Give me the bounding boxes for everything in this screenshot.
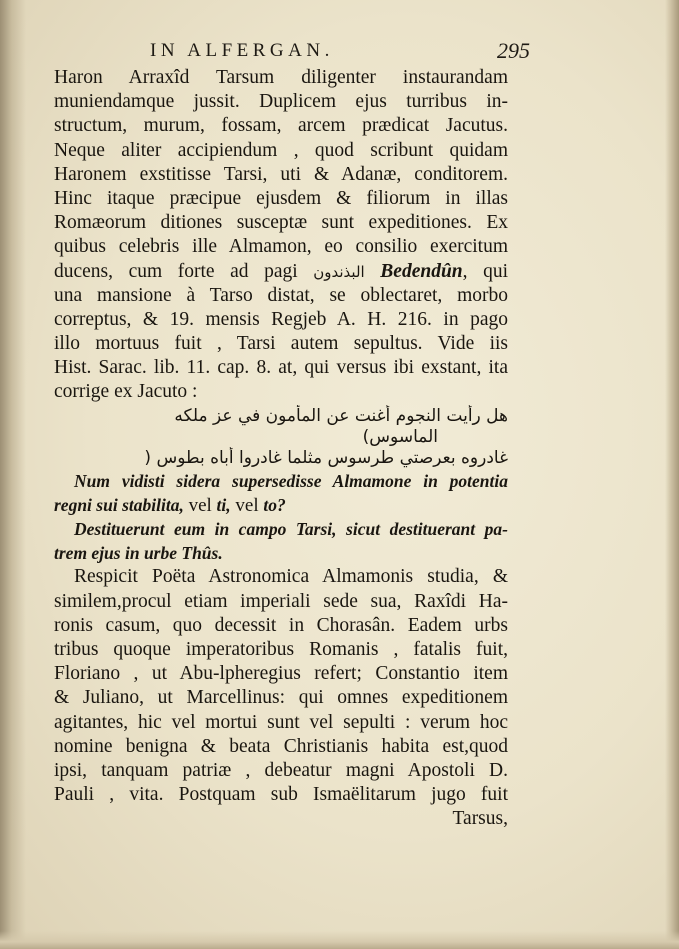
text-line: agitantes, hic vel mortui sunt vel sepulti : verum hoc — [54, 711, 508, 733]
text-line-with-arabic — [54, 260, 508, 284]
text-line: una mansione à Tarso distat, se oblectaret, morbo — [54, 284, 508, 306]
translation-fragment: regni sui stabilita, — [54, 494, 184, 515]
text-line: Hinc itaque præcipue ejusdem & filiorum in illas — [54, 187, 508, 209]
text-fragment: vel — [183, 494, 217, 516]
text-line: nomine benigna & beata Christianis habita est,quod — [54, 735, 508, 757]
text-line: tribus quoque imperatoribus Romanis , fatalis fuit, — [54, 638, 508, 660]
text-line: Neque aliter accipiendum , quod scribunt quidam — [54, 139, 508, 161]
text-line: muniendamque jussit. Duplicem ejus turribus in- — [54, 91, 508, 113]
text-fragment: ducens, cum forte ad pagi — [54, 260, 298, 282]
arabic-verse-line: هل رأيت النجوم أغنت عن المأمون في عز ملكه — [174, 405, 508, 426]
text-line: corrige ex Jacuto : — [54, 381, 198, 403]
text-line: & Juliano, ut Marcellinus: qui omnes expeditionem — [54, 687, 508, 709]
text-line: illo mortuus fuit , Tarsi autem sepultus. Vide iis — [54, 333, 508, 355]
page-header — [150, 40, 530, 66]
arabic-place-name: البذندون — [313, 262, 365, 281]
text-line: ipsi, tanquam patriæ , debeatur magni Apostoli D. — [54, 759, 508, 781]
translation-line: trem ejus in urbe Thûs. — [54, 543, 223, 564]
translation-line: Destituerunt eum in campo Tarsi, sicut destituerant pa- — [74, 519, 508, 539]
text-line: structum, murum, fossam, arcem prædicat Jacutus. — [54, 115, 508, 137]
text-line: ronis casum, quo decessit in Chorasân. Eadem urbs — [54, 614, 508, 636]
text-fragment: vel — [230, 494, 264, 516]
binding-shadow — [0, 0, 26, 949]
translation-line — [54, 493, 508, 517]
text-line: Floriano , ut Abu-lpheregius refert; Constantio item — [54, 663, 508, 685]
text-line: correptus, & 19. mensis Regjeb A. H. 216. in pago — [54, 308, 508, 330]
page-edge-bottom — [0, 931, 679, 949]
text-line: similem,procul etiam imperiali sede sua, Raxîdi Ha- — [54, 590, 508, 612]
arabic-verse-line: غادروه بعرصتي طرسوس مثلما غادروا أباه بطوس ( — [144, 447, 508, 468]
arabic-verse-line: الماسوس) — [362, 426, 438, 447]
text-line: quibus celebris ille Almamon, eo consilio exercitum — [54, 236, 508, 258]
running-head: IN ALFERGAN. — [150, 40, 334, 61]
page-edge-right — [665, 0, 679, 949]
text-line: Respicit Poëta Astronomica Almamonis studia, & — [74, 566, 508, 588]
catchword: Tarsus, — [452, 808, 508, 830]
text-line: Haronem exstitisse Tarsi, uti & Adanæ, conditorem. — [54, 163, 508, 185]
text-line: Romæorum ditiones susceptæ sunt expeditiones. Ex — [54, 212, 508, 234]
variant-reading: to? — [263, 494, 286, 515]
variant-reading: ti, — [216, 494, 231, 515]
text-fragment: , qui — [462, 260, 509, 282]
text-line: Haron Arraxîd Tarsum diligenter instaurandam — [54, 67, 508, 88]
text-line: Hist. Sarac. lib. 11. cap. 8. at, qui versus ibi exstant, ita — [54, 357, 508, 379]
page-number: 295 — [497, 38, 530, 63]
main-text — [54, 66, 508, 831]
place-name-italic: Bedendûn — [380, 260, 463, 282]
translation-line: Num vidisti sidera supersedisse Almamone in potentia — [74, 470, 508, 491]
text-line: Pauli , vita. Postquam sub Ismaëlitarum jugo fuit — [54, 784, 508, 806]
